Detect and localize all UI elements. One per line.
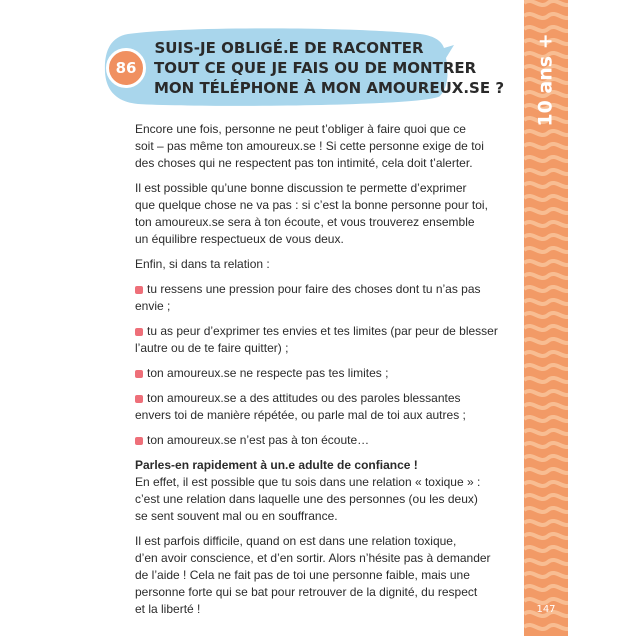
wave-stripe [524,183,568,187]
wave-stripe [524,417,568,421]
text-line: un équilibre respectueux de vous deux. [135,232,344,246]
age-label [522,33,570,127]
question-number-badge: 86 [106,48,146,88]
text-line: Encore une fois, personne ne peut t’obliger à faire quoi que ce [135,122,466,136]
wave-stripe [524,326,568,330]
paragraph [135,457,505,525]
text-line: En effet, il est possible que tu sois dans une relation « toxique » : [135,475,481,489]
wave-stripe [524,508,568,512]
article-body [135,121,505,626]
question-title [154,38,505,98]
bullet-icon [135,437,143,445]
wave-stripe [524,534,568,538]
age-label-text: 10 ans + [535,33,557,127]
wave-stripe [524,352,568,356]
wave-stripe [524,27,568,31]
emphasis-line: Parles-en rapidement à un.e adulte de confiance ! [135,458,418,472]
wave-stripe [524,495,568,499]
wave-stripe [524,547,568,551]
wave-stripe [524,131,568,135]
wave-stripe [524,157,568,161]
wave-stripe [524,274,568,278]
text-line: des choses qui ne respectent pas ton intimité, cela doit t’alerter. [135,156,473,170]
text-line: ton amoureux.se n’est pas à ton écoute… [147,433,370,447]
text-line: d’en avoir conscience, et d’en sortir. Alors n’hésite pas à demander [135,551,491,565]
wave-stripe [524,404,568,408]
wave-stripe [524,144,568,148]
wave-stripe [524,443,568,447]
bullet-item [135,281,505,315]
wave-stripe [524,469,568,473]
bullet-item [135,432,505,449]
wave-stripe [524,170,568,174]
text-line: Enfin, si dans ta relation : [135,257,270,271]
bullet-item [135,365,505,382]
wave-stripe [524,261,568,265]
wave-stripe [524,430,568,434]
paragraph [135,180,505,248]
text-line: ton amoureux.se a des attitudes ou des paroles blessantes [147,391,461,405]
text-line: se sent souvent mal ou en souffrance. [135,509,338,523]
wave-stripe [524,599,568,603]
wave-stripe [524,287,568,291]
text-line: l’autre ou de te faire quitter) ; [135,341,289,355]
text-line: et la liberté ! [135,602,201,616]
bullet-icon [135,395,143,403]
wave-stripe [524,300,568,304]
wave-stripe [524,573,568,577]
bullet-icon [135,286,143,294]
wave-stripe [524,209,568,213]
wave-stripe [524,586,568,590]
wave-stripe [524,560,568,564]
text-line: que quelque chose ne va pas : si c’est la bonne personne pour toi, [135,198,488,212]
question-line: TOUT CE QUE JE FAIS OU DE MONTRER [154,59,477,77]
wave-stripe [524,235,568,239]
bullet-item [135,323,505,357]
question-line: MON TÉLÉPHONE À MON AMOUREUX.SE ? [154,79,505,97]
wave-stripe [524,313,568,317]
text-line: soit – pas même ton amoureux.se ! Si cette personne exige de toi [135,139,484,153]
text-line: envers toi de manière répétée, ou parle mal de toi aux autres ; [135,408,466,422]
wave-stripe [524,625,568,629]
wave-stripe [524,521,568,525]
wave-stripe [524,196,568,200]
wave-stripe [524,378,568,382]
wave-stripe [524,222,568,226]
wave-stripe [524,391,568,395]
wave-stripe [524,339,568,343]
text-line: ton amoureux.se sera à ton écoute, et vous trouverez ensemble [135,215,475,229]
paragraph [135,121,505,172]
text-line: tu ressens une pression pour faire des choses dont tu n’as pas [147,282,481,296]
paragraph [135,256,505,273]
wave-stripe [524,456,568,460]
text-line: ton amoureux.se ne respecte pas tes limites ; [147,366,389,380]
text-line: Il est possible qu’une bonne discussion te permette d’exprimer [135,181,467,195]
text-line: personne forte qui se bat pour retrouver de la dignité, du respect [135,585,478,599]
wave-stripe [524,365,568,369]
paragraph [135,533,505,618]
text-line: Il est parfois difficile, quand on est dans une relation toxique, [135,534,457,548]
text-line: de l’aide ! Cela ne fait pas de toi une personne faible, mais une [135,568,470,582]
bullet-icon [135,370,143,378]
text-line: envie ; [135,299,171,313]
wave-stripe [524,248,568,252]
question-line: SUIS-JE OBLIGÉ.E DE RACONTER [154,39,424,57]
wave-stripe [524,1,568,5]
bullet-item [135,390,505,424]
bullet-icon [135,328,143,336]
page-number: 147 [536,604,556,615]
text-line: c’est une relation dans laquelle une des personnes (ou les deux) [135,492,478,506]
wave-stripe [524,14,568,18]
wave-stripe [524,482,568,486]
text-line: tu as peur d’exprimer tes envies et tes limites (par peur de blesser [147,324,498,338]
